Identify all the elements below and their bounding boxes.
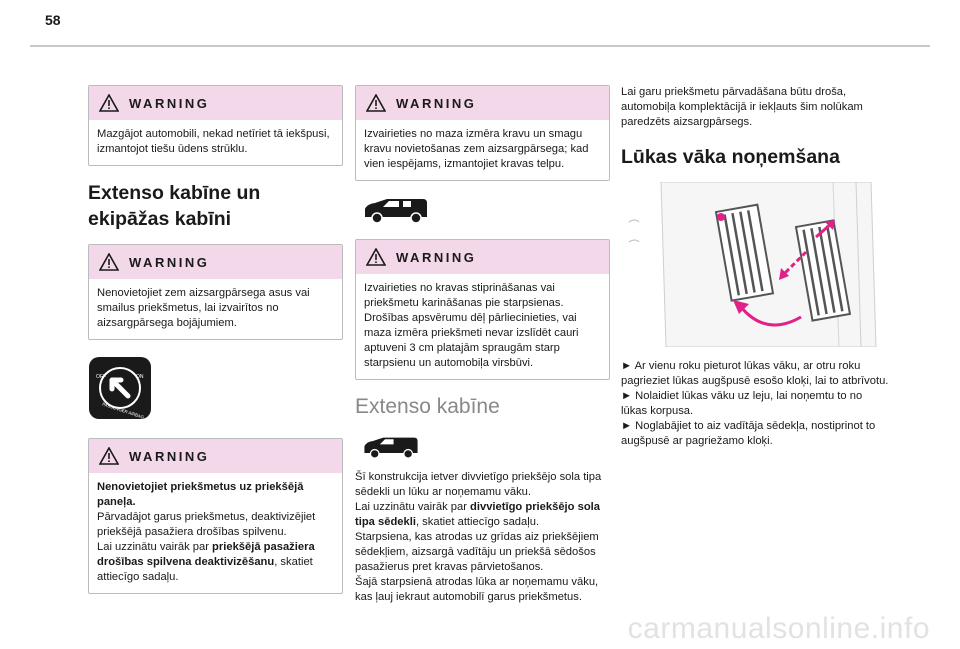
column-1: [88, 85, 343, 608]
van-icon: [361, 195, 431, 225]
warning-paragraph: Izvairieties no kravas stiprināšanas vai priekšmetu karināšanas pie starpsienas. Drošības apsvērumu dēļ pārliecinieties, vai maza izmēra priekšmeti nevar izslīdēt cauri aptuveni 3 cm platajām spraugām starp starpsienu un automobiļa virsbūvi.: [364, 282, 579, 369]
warning-box-partition: [355, 239, 610, 380]
warning-title: WARNING: [129, 448, 210, 464]
warning-paragraph: Nenovietojiet zem aizsargpārsega asus vai smailus priekšmetus, lai izvairītos no aizsargpārsega bojājumiem.: [97, 287, 310, 329]
warning-title: WARNING: [129, 95, 210, 111]
bold-reference: priekšējā pasažiera drošības spilvena deaktivizēšanu: [97, 541, 315, 568]
section-heading: Lūkas vāka noņemšana: [621, 146, 840, 168]
airbag-caption: PASSENGER AIRBAG: [101, 401, 145, 420]
text-span: Lai uzzinātu vairāk par: [97, 541, 213, 553]
bold-reference: divvietīgo priekšējo sola tipa sēdekli: [355, 501, 600, 528]
passenger-airbag-icon: [88, 356, 152, 420]
watermark: carmanualsonline.info: [627, 612, 930, 645]
column-3: [621, 85, 889, 449]
warning-box-dashboard: [88, 438, 343, 594]
warning-triangle-icon: [99, 94, 119, 112]
hatch-cover-illustration: [621, 182, 889, 347]
warning-header: [89, 439, 342, 473]
airbag-off-label: OFF: [96, 374, 106, 380]
step-item: ► Nolaidiet lūkas vāku uz leju, lai noņemtu to no lūkas korpusa.: [621, 390, 863, 417]
warning-text: [89, 279, 342, 339]
top-rule: [30, 45, 930, 47]
column-2: [355, 85, 610, 605]
steps-text: [621, 359, 889, 449]
warning-box-sharp-objects: [88, 244, 343, 340]
warning-header: [356, 86, 609, 120]
body-text: [355, 470, 610, 605]
text-span: , skatiet attiecīgo sadaļu.: [97, 556, 313, 583]
warning-title: WARNING: [129, 254, 210, 270]
warning-paragraph: Pārvadājot garus priekšmetus, deaktivizējiet priekšējā pasažiera drošības spilvenu.: [97, 511, 316, 538]
warning-paragraph: Izvairieties no maza izmēra kravu un smagu kravu novietošanas zem aizsargpārsega; kad vien iespējams, izmantojiet kravas telpu.: [364, 128, 589, 170]
paragraph: Lai garu priekšmetu pārvadāšana būtu droša, automobiļa komplektācijā ir iekļauts šim nolūkam paredzēts aizsargpārsegs.: [621, 86, 863, 128]
airbag-on-label: ON: [136, 374, 144, 380]
warning-bold-line: Nenovietojiet priekšmetus uz priekšējā paneļa.: [97, 481, 304, 508]
warning-title: WARNING: [396, 249, 477, 265]
warning-header: [356, 240, 609, 274]
warning-text: [356, 274, 609, 379]
warning-triangle-icon: [99, 447, 119, 465]
warning-box-wash: [88, 85, 343, 166]
warning-title: WARNING: [396, 95, 477, 111]
warning-header: [89, 86, 342, 120]
van-icon: [361, 434, 421, 460]
paragraph-mixed: [355, 500, 610, 530]
page-number: 58: [45, 12, 61, 28]
warning-triangle-icon: [99, 253, 119, 271]
paragraph: Šajā starpsienā atrodas lūka ar noņemamu vāku, kas ļauj iekraut automobilī garus priekšmetus.: [355, 576, 599, 603]
warning-text: [356, 120, 609, 180]
step-item: ► Noglabājiet to aiz vadītāja sēdekļa, nostiprinot to augšpusē ar pagriežamo kloķi.: [621, 420, 876, 447]
warning-triangle-icon: [366, 94, 386, 112]
warning-text: [89, 473, 342, 593]
latch-marker: [717, 213, 725, 221]
warning-box-loads: [355, 85, 610, 181]
section-heading-light: Extenso kabīne: [355, 395, 500, 418]
warning-text: [89, 120, 342, 165]
warning-paragraph: Mazgājot automobili, nekad netīriet tā iekšpusi, izmantojot tiešu ūdens strūklu.: [97, 128, 330, 155]
step-item: ► Ar vienu roku pieturot lūkas vāku, ar otru roku pagrieziet lūkas augšpusē esošo kloķi, lai to atbrīvotu.: [621, 360, 889, 387]
warning-paragraph-mixed: [97, 540, 334, 585]
text-span: Lai uzzinātu vairāk par: [355, 501, 471, 513]
section-heading: Extenso kabīne un ekipāžas kabīni: [88, 182, 261, 230]
paragraph: Šī konstrukcija ietver divvietīgo priekšējo sola tipa sēdekli un lūku ar noņemamu vāku.: [355, 471, 602, 498]
text-span: , skatiet attiecīgo sadaļu.: [415, 516, 540, 528]
warning-triangle-icon: [366, 248, 386, 266]
warning-header: [89, 245, 342, 279]
paragraph: Starpsiena, kas atrodas uz grīdas aiz priekšējiem sēdekļiem, aizsargā vadītāju un priekšā sēdošos pasažierus pret kravas pārvietošanos.: [355, 531, 599, 573]
intro-text: [621, 85, 889, 130]
